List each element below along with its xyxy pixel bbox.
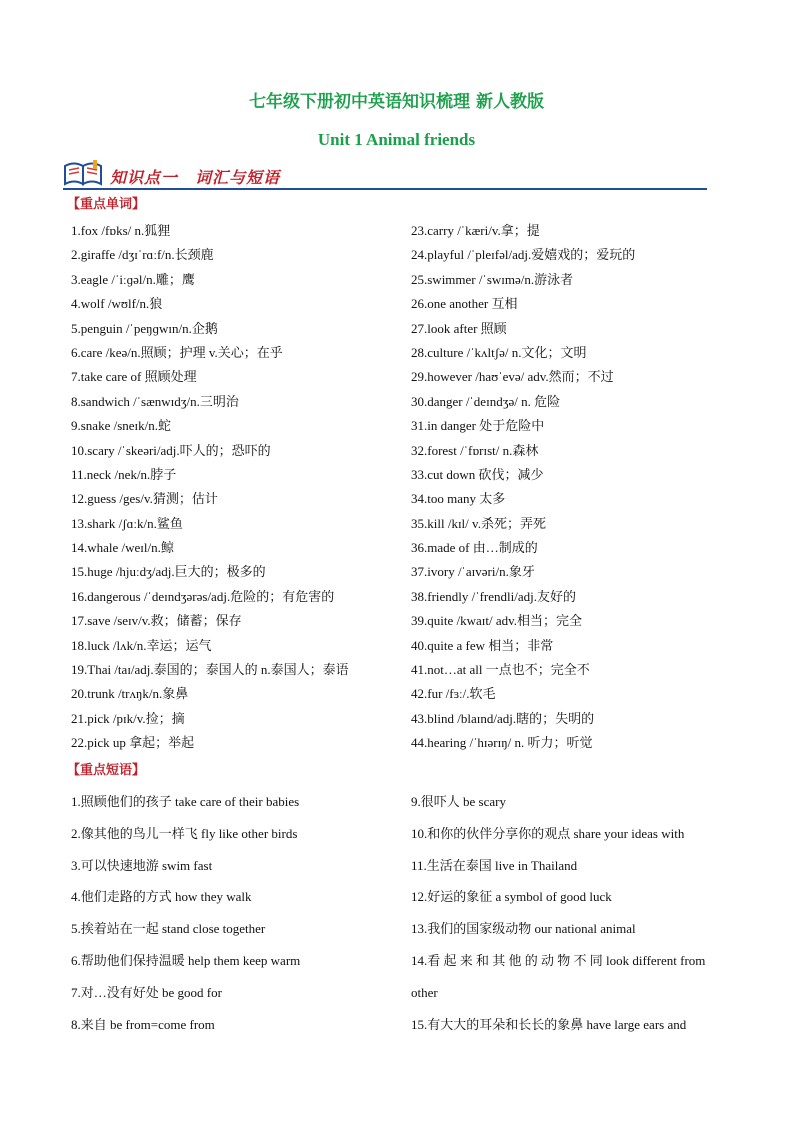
vocab-item: 21.pick /pɪk/v.捡；摘 (71, 710, 185, 726)
phrase-item: 11.生活在泰国 live in Thailand (411, 857, 578, 873)
phrases-heading: 【重点短语】 (67, 763, 146, 778)
vocab-item: 39.quite /kwaɪt/ adv.相当；完全 (411, 613, 583, 629)
vocab-item: 44.hearing /ˈhɪərɪŋ/ n. 听力；听觉 (411, 735, 593, 751)
phrase-item: 9.很吓人 be scary (411, 794, 506, 809)
vocab-item: 17.save /seɪv/v.救；储蓄；保存 (71, 613, 242, 629)
vocab-item: 7.take care of 照顾处理 (71, 369, 197, 385)
vocab-item: 37.ivory /ˈaɪvəri/n.象牙 (411, 564, 535, 580)
vocab-item: 12.guess /ges/v.猜测；估计 (71, 491, 218, 507)
phrase-item: 7.对…没有好处 be good for (71, 984, 222, 1000)
vocab-item: 13.shark /ʃɑːk/n.鲨鱼 (71, 515, 183, 531)
vocab-item: 30.danger /ˈdeɪndʒə/ n. 危险 (411, 393, 561, 409)
vocab-item: 4.wolf /wʊlf/n.狼 (71, 296, 163, 312)
phrase-list-left (71, 786, 300, 1040)
vocab-item: 34.too many 太多 (411, 491, 506, 507)
phrase-item: 8.来自 be from=come from (71, 1016, 215, 1032)
phrase-item: 6.帮助他们保持温暖 help them keep warm (71, 952, 301, 968)
vocab-item: 20.trunk /trʌŋk/n.象鼻 (71, 686, 189, 702)
vocab-item: 3.eagle /ˈiːɡəl/n.雕；鹰 (71, 271, 195, 287)
vocab-item: 43.blind /blaɪnd/adj.瞎的；失明的 (411, 710, 595, 726)
vocab-item: 31.in danger 处于危险中 (411, 418, 545, 434)
vocab-item: 28.culture /ˈkʌltʃə/ n.文化；文明 (411, 344, 587, 360)
phrase-item: 13.我们的国家级动物 our national animal (411, 921, 636, 937)
page-title: 七年级下册初中英语知识梳理 新人教版 (249, 92, 544, 112)
section-header (63, 160, 707, 190)
vocab-list-right (411, 219, 635, 756)
phrase-item: 15.有大大的耳朵和长长的象鼻 have large ears and (411, 1016, 687, 1032)
vocab-item: 11.neck /nek/n.脖子 (71, 466, 177, 482)
vocab-heading: 【重点单词】 (67, 197, 146, 212)
vocab-item: 32.forest /ˈfɒrɪst/ n.森林 (411, 442, 539, 458)
phrase-item: 14.看 起 来 和 其 他 的 动 物 不 同 look different from (411, 952, 706, 968)
vocab-item: 27.look after 照顾 (411, 320, 507, 336)
vocab-list-left (71, 219, 349, 756)
vocab-item: 41.not…at all 一点也不；完全不 (411, 662, 590, 678)
vocab-item: 40.quite a few 相当；非常 (411, 637, 554, 653)
book-icon (63, 160, 103, 190)
phrase-item: 2.像其他的鸟儿一样飞 fly like other birds (71, 825, 298, 841)
phrase-item: 1.照顾他们的孩子 take care of their babies (71, 794, 300, 809)
vocab-item: 2.giraffe /dʒɪˈrɑːf/n.长颈鹿 (71, 247, 214, 263)
vocab-item: 35.kill /kɪl/ v.杀死；弄死 (411, 515, 546, 531)
phrase-item: 3.可以快速地游 swim fast (71, 857, 213, 873)
vocab-item: 18.luck /lʌk/n.幸运；运气 (71, 637, 212, 653)
phrase-item: 4.他们走路的方式 how they walk (71, 889, 252, 905)
vocab-item: 24.playful /ˈpleɪfəl/adj.爱嬉戏的；爱玩的 (411, 247, 636, 263)
unit-title: Unit 1 Animal friends (317, 130, 476, 149)
vocab-item: 14.whale /weɪl/n.鲸 (71, 540, 174, 556)
vocab-item: 10.scary /ˈskeəri/adj.吓人的；恐吓的 (71, 442, 271, 458)
vocab-item: 19.Thai /taɪ/adj.泰国的；泰国人的 n.泰国人；泰语 (71, 662, 349, 678)
phrase-item: 12.好运的象征 a symbol of good luck (411, 889, 612, 905)
vocab-item: 38.friendly /ˈfrendli/adj.友好的 (411, 588, 576, 604)
phrase-item: 5.挨着站在一起 stand close together (71, 921, 266, 937)
vocab-item: 1.fox /fɒks/ n.狐狸 (71, 223, 171, 238)
phrase-item: other (411, 984, 438, 1000)
vocab-item: 22.pick up 拿起；举起 (71, 735, 195, 751)
vocab-item: 5.penguin /ˈpeŋɡwɪn/n.企鹅 (71, 320, 218, 336)
vocab-item: 9.snake /sneɪk/n.蛇 (71, 418, 172, 434)
vocab-item: 36.made of 由…制成的 (411, 540, 538, 556)
vocab-item: 15.huge /hjuːdʒ/adj.巨大的；极多的 (71, 564, 266, 580)
phrase-item: 10.和你的伙伴分享你的观点 share your ideas with (411, 825, 685, 841)
vocab-item: 8.sandwich /ˈsænwɪdʒ/n.三明治 (71, 393, 239, 409)
vocab-item: 25.swimmer /ˈswɪmə/n.游泳者 (411, 271, 574, 287)
vocab-item: 33.cut down 砍伐；减少 (411, 466, 544, 482)
vocab-item: 23.carry /ˈkæri/v.拿；提 (411, 223, 540, 238)
vocab-item: 16.dangerous /ˈdeɪndʒərəs/adj.危险的；有危害的 (71, 588, 335, 604)
phrase-list-right (411, 786, 705, 1040)
vocab-item: 42.fur /fɜː/.软毛 (411, 686, 496, 702)
vocab-item: 26.one another 互相 (411, 296, 518, 312)
section-label: 知识点一 词汇与短语 (110, 168, 281, 187)
vocab-item: 6.care /keə/n.照顾；护理 v.关心；在乎 (71, 344, 283, 360)
vocab-item: 29.however /haʊˈevə/ adv.然而；不过 (411, 369, 614, 385)
